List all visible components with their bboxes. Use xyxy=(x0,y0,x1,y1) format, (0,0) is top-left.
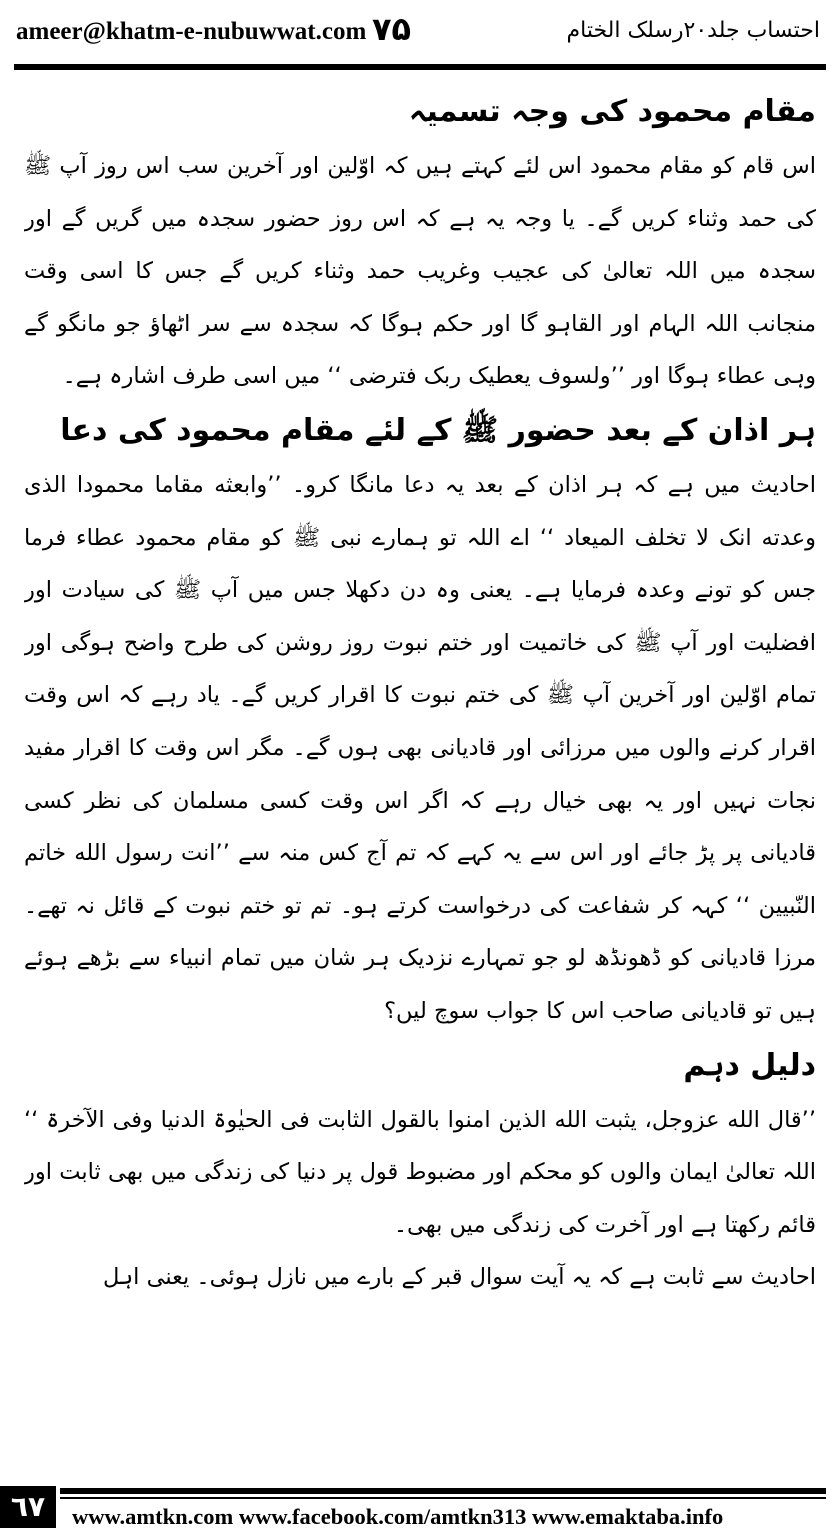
page-body xyxy=(24,84,816,1456)
paragraph: احادیث سے ثابت ہے کہ یہ آیت سوال قبر کے بارے میں نازل ہوئی۔ یعنی اہل xyxy=(102,1264,816,1291)
page-header xyxy=(0,0,840,75)
footer-page-number: ٦٧ xyxy=(0,1486,56,1528)
section-heading-azan-dua: ہر اذان کے بعد حضور ﷺ کے لئے مقام محمود کی دعا xyxy=(60,412,816,448)
paragraph: ’’قال الله عزوجل، یثبت الله الذین امنوا بالقول الثابت فی الحیٰوۃ الدنیا وفی الآخرۃ ‘‘ اللہ تعالیٰ ایمان والوں کو محکم اور مضبوط قول پر دنیا کی زندگی میں بھی ثابت اور قائم رکھتا ہے اور آخرت کی زندگی میں بھی۔ xyxy=(24,1106,816,1238)
header-rule xyxy=(14,64,826,70)
header-email: ameer@khatm-e-nubuwwat.com xyxy=(16,18,367,45)
paragraph: احادیث میں ہے کہ ہر اذان کے بعد یہ دعا مانگا کرو۔ ’’وابعثه مقاما محمودا الذی وعدته انک لا تخلف المیعاد ‘‘ اے اللہ تو ہمارے نبی ﷺ کو مقام محمود عطاء فرما جس کو تونے وعدہ فرمایا ہے۔ یعنی وہ دن دکھلا جس میں آپ ﷺ کی سیادت اور افضلیت اور آپ ﷺ کی خاتمیت اور ختم نبوت روز روشن کی طرح واضح ہوگی اور تمام اوّلین اور آخرین آپ ﷺ کی ختم نبوت کا اقرار کریں گے۔ یاد رہے کہ اس وقت اقرار کرنے والوں میں مرزائی اور قادیانی بھی ہوں گے۔ مگر اس وقت کا اقرار مفید نجات نہیں اور یہ بھی خیال رہے کہ اگر اس وقت کسی مسلمان کی نظر کسی قادیانی پر پڑ جائے اور اس سے یہ کہے کہ تم آج کس منہ سے ’’انت رسول الله خاتم النّبیین ‘‘ کہہ کر شفاعت کی درخواست کرتے ہو۔ تم تو ختم نبوت کے قائل نہ تھے۔ مرزا قادیانی کو ڈھونڈھ لو جو تمہارے نزدیک ہر شان میں تمام انبیاء سے بڑھے ہوئے ہیں تو قادیانی صاحب اس کا جواب سوچ لیں؟ xyxy=(24,471,816,1024)
paragraph: اس قام کو مقام محمود اس لئے کہتے ہیں کہ اوّلین اور آخرین سب اس روز آپ ﷺ کی حمد وثناء کریں گے۔ یا وجہ یہ ہے کہ اس روز حضور سجدہ میں گریں گے اور سجدہ میں اللہ تعالیٰ کی عجیب وغریب حمد وثناء کریں گے جس کا اسی وقت منجانب اللہ الہام اور القاہو گا اور حکم ہوگا کہ سجدہ سے سر اٹھاؤ جو مانگو گے وہی عطاء ہوگا اور ’’ولسوف یعطیک ربک فترضی ‘‘ میں اسی طرف اشارہ ہے۔ xyxy=(24,153,816,390)
footer-rule-thin xyxy=(60,1497,826,1499)
section-heading-daleel: دلیل دہم xyxy=(683,1047,816,1083)
running-title: احتساب جلد۲۰رسلک الختام xyxy=(566,18,820,43)
header-page-number: ۷۵ xyxy=(372,10,412,48)
footer-rule-thick xyxy=(60,1488,826,1494)
page-footer xyxy=(0,1464,840,1540)
section-heading-maqam: مقام محمود کی وجہ تسمیہ xyxy=(408,94,816,129)
footer-urls: www.amtkn.com www.facebook.com/amtkn313 www.emaktaba.info xyxy=(72,1504,724,1529)
